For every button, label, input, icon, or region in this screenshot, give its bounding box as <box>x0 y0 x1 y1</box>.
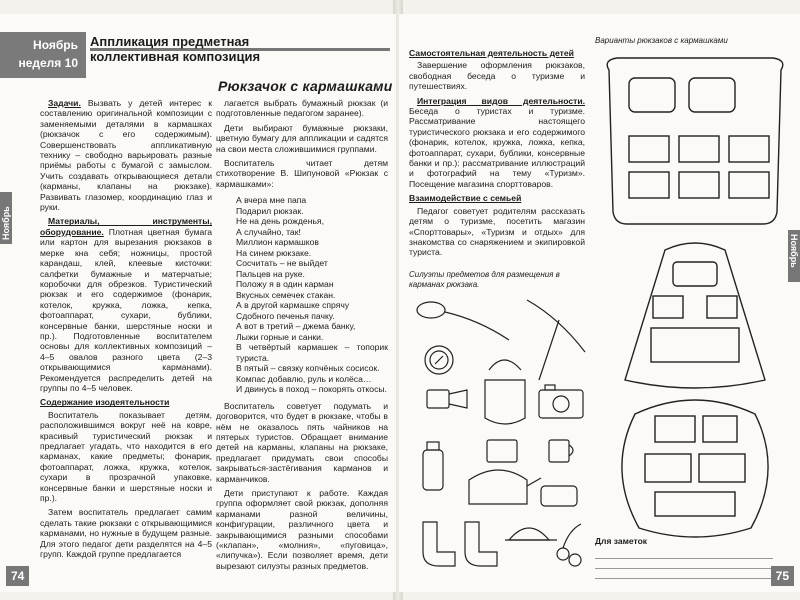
cap-icon <box>505 528 557 540</box>
lesson-name: Рюкзачок с кармашками <box>218 78 393 94</box>
content-paragraph-2: Затем воспитатель предлагает самим сделать такие рюкзаки с открывающимися карманами, но нужные в будущем разные. Для этого педагог дети разделятся на 4–5 групп. Каждой группе предлагается <box>40 507 212 560</box>
flashlight-icon <box>427 390 467 408</box>
thermos-icon <box>423 442 443 490</box>
family-text: Педагог советует родителям рассказать детям о туризме, посетить магазин «Спорттовары», «Туризм и отдых» для знакомства со снаряжением и экипировкой туриста. <box>409 205 585 258</box>
compass-icon <box>425 346 453 374</box>
integration-text: Беседа о туристах и туризме. Рассматривание настоящего туристического рюкзака и его содержимого (фонарик, котелок, кружка, ложка, кепка, фотоаппарат, сухари, бублики, консервные банки и пр.): рассматривание иллюстраций и фотографий на тему «Туризм». Посещение магазина спорттоваров. <box>409 106 585 189</box>
poem-line: Сдобного печенья пачку. <box>236 310 335 321</box>
poem-line: Миллион кармашков <box>236 237 319 248</box>
col2-paragraph-1: лагается выбрать бумажный рюкзак (и подготовленные педагогом заранее). <box>216 98 388 119</box>
page-number-left: 74 <box>6 566 29 586</box>
family-heading: Взаимодействие с семьей <box>409 193 522 204</box>
materials-text: Плотная цветная бумага или картон для вырезания рюкзаков в мерке кна себя; ножницы, простой карандаш, клей, клеевые кисточки: салфетки бумажные и матерчатые; коробочки для обрезков. Туристический рюкзак и его содержимое (фонарик, котелок, кружка, ложка, кепка, фотоаппарат, сухари, бублики, консервные банки, шерстяные носки и пр.). Подготовленные воспитателем основы для коллективных композиций – 4–5 овалов разного цвета (2–3 открывающимися карманами). Рекомендуется распределить детей на группы по 4–5 человек. <box>40 226 212 393</box>
col2-paragraph-4: Воспитатель советует подумать и договорится, что будет в рюкзаке, чтобы в нём не оказалось пять чайников на пятерых туристов. Обращает внимание детей на карманы, клапаны на рюкзаке, предлагает придумать свои способы закрываться-застёгивания карманов и карманчиков. <box>216 400 388 484</box>
tasks-paragraph <box>40 98 212 212</box>
integration-heading: Интеграция видов деятельности. <box>417 95 585 106</box>
poem-line: А вчера мне папа <box>236 195 307 206</box>
poem-line: На синем рюкзаке. <box>236 247 312 258</box>
kettle-pot-icon <box>485 360 525 424</box>
materials-label: Материалы, инструменты, оборудование. <box>40 216 212 237</box>
notes-line <box>595 549 773 559</box>
independent-heading: Самостоятельная деятельность детей <box>409 48 574 58</box>
poem-line: А вот в третий – джема банку, <box>236 321 356 332</box>
integration-paragraph <box>409 96 585 190</box>
variants-caption: Варианты рюкзаков с кармашками <box>595 36 728 45</box>
lesson-type-line2: коллективная композиция <box>90 49 261 64</box>
page-number-right: 75 <box>771 566 794 586</box>
content-paragraph-1: Воспитатель показывает детям, расположившимся вокруг неё на ковре, красивый туристический рюкзак и предлагает угадать, что находится в его карманах, какие предметы; фонарик, фотоаппарат, ложка, кружка, котелок, сухари в прозрачной упаковке, консервные банки и шерстяные носки и пр.). <box>40 409 212 504</box>
poem-line: Не на день рожденья, <box>236 216 324 227</box>
can-icon <box>487 440 517 462</box>
poem-line: Сосчитать – не выйдет <box>236 258 328 269</box>
week-label: неделя 10 <box>18 56 78 70</box>
backpack-variants <box>595 50 795 550</box>
poem-line: Подарил рюкзак. <box>236 205 304 216</box>
notes-label: Для заметок <box>595 536 648 546</box>
col2-paragraph-5: Дети приступают к работе. Каждая группа оформляет свой рюкзак, дополняя карманами разной величины, конфигурации, различного цвета и закрывающимися разными способами («клапан», «молния», «пуговица», «липучка»). Если позволяет время, дети вырезают силуэты разных предметов. <box>216 488 388 571</box>
tasks-text: Вызвать у детей интерес к составлению оригинальной композиции с заменяемыми деталями в кармашках (рюкзачок с его содержимым). Совершенствовать аппликативную технику – свободно варьировать разные приёмы работы с бумагой с замыслом. Учить создавать открывающиеся детали (карманы, клапаны на рюкзаке). Развивать глазомер, координацию глаз и руки. <box>40 98 212 213</box>
spoon-icon <box>417 302 509 340</box>
poem <box>236 195 388 395</box>
poem-line: Положу я в один карман <box>236 279 334 290</box>
lesson-type-line1: Аппликация предметная <box>90 34 250 49</box>
backpack-variant-2-icon <box>625 243 765 388</box>
backpack-variant-3-icon <box>622 400 768 537</box>
poem-line: В пятый – связку копчёных сосисок. <box>236 363 380 374</box>
lesson-type <box>90 34 260 64</box>
cherries-icon <box>557 524 581 566</box>
poem-line: А в другой кармашке спрячу <box>236 300 350 311</box>
poem-line: И двинусь в поход – покорять откосы. <box>236 384 387 395</box>
teapot-icon <box>469 470 541 504</box>
sock-icon <box>423 522 497 566</box>
tasks-label: Задачи. <box>48 98 81 108</box>
item-silhouettes <box>409 290 591 588</box>
left-column-2 <box>216 98 388 575</box>
left-column-1 <box>40 98 212 563</box>
bread-icon <box>541 486 577 506</box>
notes-line <box>595 569 773 579</box>
items-caption: Силуэты предметов для размещения в карманах рюкзака. <box>409 270 560 289</box>
side-month-label: Ноябрь <box>0 192 12 244</box>
right-text-column <box>409 44 585 262</box>
left-page <box>0 14 396 592</box>
col2-paragraph-3: Воспитатель читает детям стихотворение В. Шипуновой «Рюкзак с кармашками»: <box>216 158 388 189</box>
week-tab <box>0 32 86 78</box>
poem-line: Вкусных семечек стакан. <box>236 289 336 300</box>
content-heading: Содержание изодеятельности <box>40 397 170 408</box>
poem-line: В четвёртый кармашек – топорик туриста. <box>236 342 388 363</box>
materials-paragraph <box>40 216 212 393</box>
poem-line: А случайно, так! <box>236 226 301 237</box>
backpack-variant-1-icon <box>607 58 783 224</box>
poem-line: Пальцев на руке. <box>236 268 305 279</box>
col2-paragraph-2: Дети выбирают бумажные рюкзаки, цветную бумагу для аппликации и садятся на свои места сложившимися группами. <box>216 122 388 154</box>
poem-line: Компас добавлю, руль и колёса… <box>236 373 372 384</box>
notes-area <box>595 536 773 579</box>
mug-icon <box>549 440 573 462</box>
side-month-label-right: Ноябрь <box>788 230 800 282</box>
pickaxe-icon <box>527 300 585 380</box>
notes-line <box>595 559 773 569</box>
month-label: Ноябрь <box>33 38 78 52</box>
independent-text: Завершение оформления рюкзаков, свободная беседа о туризме и путешествиях. <box>409 60 585 92</box>
camera-icon <box>539 385 583 418</box>
right-page <box>399 14 800 592</box>
poem-line: Лыжи горные и санки. <box>236 331 324 342</box>
